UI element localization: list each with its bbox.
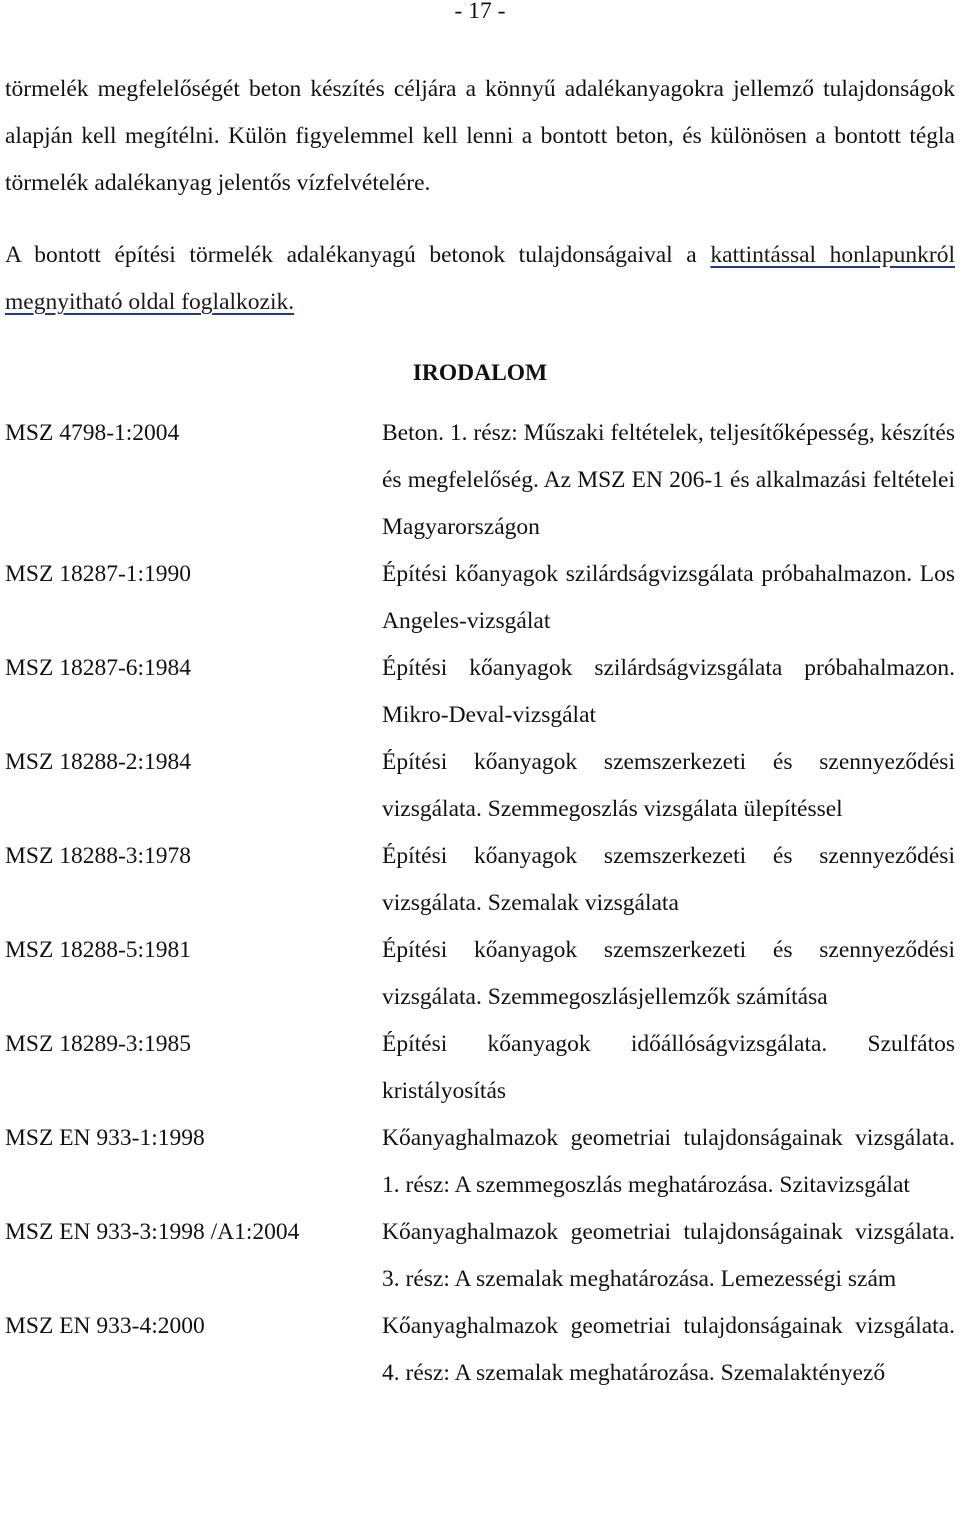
literature-heading: IRODALOM [412,360,548,386]
reference-title: Beton. 1. rész: Műszaki feltételek, teljesítőképesség, készítés és megfelelőség. Az MSZ EN 206-1 és alkalmazási feltételei Magyarországon [382,420,955,540]
reference-title: Építési kőanyagok szemszerkezeti és szennyeződési vizsgálata. Szemmegoszlás vizsgálata ülepítéssel [382,749,955,822]
reference-row [5,1303,955,1397]
reference-row [5,833,955,927]
reference-code: MSZ 18287-1:1990 [5,561,192,587]
reference-row [5,1115,955,1209]
reference-title: Építési kőanyagok szilárdságvizsgálata próbahalmazon. Los Angeles-vizsgálat [382,561,955,634]
reference-title: Építési kőanyagok szemszerkezeti és szennyeződési vizsgálata. Szemmegoszlásjellemzők számítása [382,937,955,1010]
reference-code: MSZ 18287-6:1984 [5,655,192,681]
reference-row [5,1021,955,1115]
reference-row [5,551,955,645]
link-paragraph-prefix: A bontott építési törmelék adalékanyagú betonok tulajdonságaival a [5,242,697,268]
homepage-link[interactable]: kattintással honlapunkról megnyitható oldal foglalkozik. [5,242,955,315]
reference-list [5,410,955,1397]
reference-row [5,1209,955,1303]
reference-code: MSZ EN 933-4:2000 [5,1313,205,1339]
reference-title: Kőanyaghalmazok geometriai tulajdonságainak vizsgálata. 1. rész: A szemmegoszlás meghatározása. Szitavizsgálat [382,1125,955,1198]
reference-title: Kőanyaghalmazok geometriai tulajdonságainak vizsgálata. 4. rész: A szemalak meghatározása. Szemalaktényező [382,1313,955,1386]
reference-title: Kőanyaghalmazok geometriai tulajdonságainak vizsgálata. 3. rész: A szemalak meghatározása. Lemezességi szám [382,1219,955,1292]
reference-code: MSZ 18288-3:1978 [5,843,192,869]
intro-paragraph: törmelék megfelelőségét beton készítés céljára a könnyű adalékanyagokra jellemző tulajdonságok alapján kell megítélni. Külön figyelemmel kell lenni a bontott beton, és különösen a bontott tégla törmelék adalékanyag jelentős vízfelvételére. [5,76,955,196]
reference-row [5,645,955,739]
reference-code: MSZ 18289-3:1985 [5,1031,192,1057]
reference-title: Építési kőanyagok szilárdságvizsgálata próbahalmazon. Mikro-Deval-vizsgálat [382,655,955,728]
reference-code: MSZ EN 933-1:1998 [5,1125,205,1151]
reference-code: MSZ 4798-1:2004 [5,420,180,446]
reference-title: Építési kőanyagok időállóságvizsgálata. Szulfátos kristályosítás [382,1031,955,1104]
reference-row [5,927,955,1021]
reference-row [5,739,955,833]
reference-code: MSZ 18288-5:1981 [5,937,192,963]
link-paragraph [5,232,955,326]
reference-title: Építési kőanyagok szemszerkezeti és szennyeződési vizsgálata. Szemalak vizsgálata [382,843,955,916]
reference-code: MSZ EN 933-3:1998 /A1:2004 [5,1219,300,1245]
reference-code: MSZ 18288-2:1984 [5,749,192,775]
reference-row [5,410,955,551]
page-number: - 17 - [454,0,506,24]
